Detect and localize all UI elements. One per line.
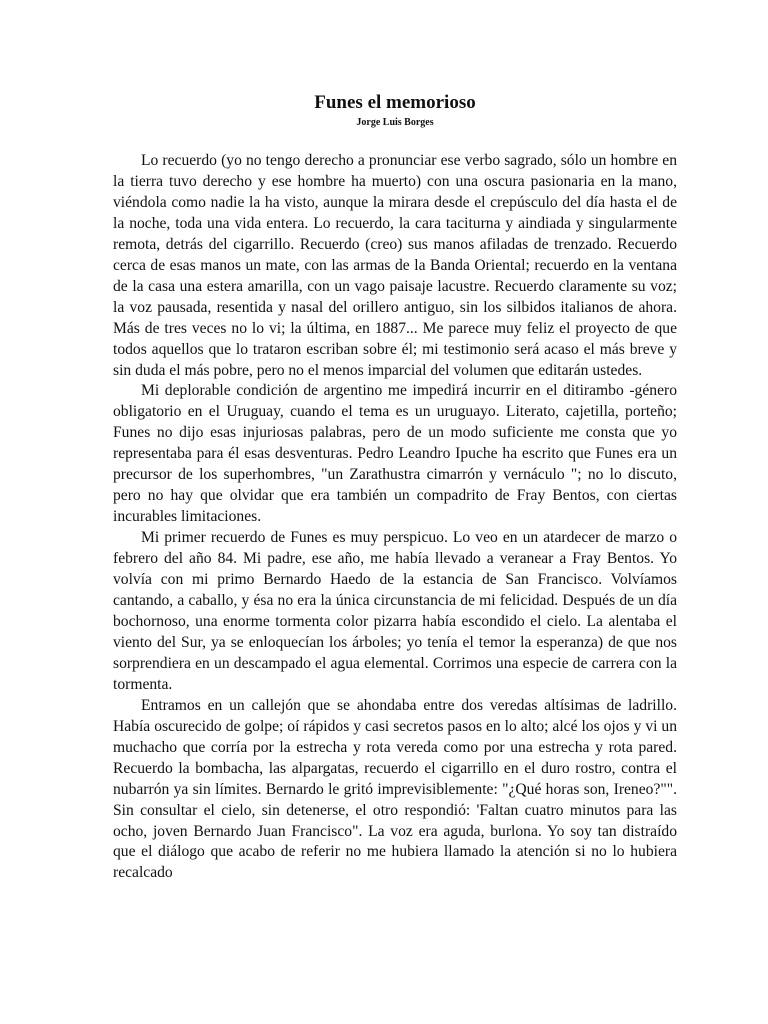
paragraph-1: Lo recuerdo (yo no tengo derecho a pronunciar ese verbo sagrado, sólo un hombre en la tierra tuvo derecho y ese hombre ha muerto) con una oscura pasionaria en la mano, viéndola como nadie la ha visto, aunque la mirara desde el crepúsculo del día hasta el de la noche, toda una vida entera. Lo recuerdo, la cara taciturna y aindiada y singularmente remota, detrás del cigarrillo. Recuerdo (creo) sus manos afiladas de trenzado. Recuerdo cerca de esas manos un mate, con las armas de la Banda Oriental; recuerdo en la ventana de la casa una estera amarilla, con un vago paisaje lacustre. Recuerdo claramente su voz; la voz pausada, resentida y nasal del orillero antiguo, sin los silbidos italianos de ahora. Más de tres veces no lo vi; la última, en 1887... Me parece muy feliz el proyecto de que todos aquellos que lo trataron escriban sobre él; mi testimonio será acaso el más breve y sin duda el más pobre, pero no el menos imparcial del volumen que editarán ustedes. xyxy=(113,152,677,379)
paragraph-4: Entramos en un callejón que se ahondaba entre dos veredas altísimas de ladrillo. Había oscurecido de golpe; oí rápidos y casi secretos pasos en lo alto; alcé los ojos y vi un muchacho que corría por la estrecha y rota vereda como por una estrecha y rota pared. Recuerdo la bombacha, las alpargatas, recuerdo el cigarrillo en el duro rostro, contra el nubarrón ya sin límites. Bernardo le gritó imprevisiblemente: "¿Qué horas son, Ireneo?"". Sin consultar el cielo, sin detenerse, el otro respondió: 'Faltan cuatro minutos para las ocho, joven Bernardo Juan Francisco". La voz era aguda, burlona. Yo soy tan distraído que el diálogo que acabo de referir no me hubiera llamado la atención si no lo hubiera recalcado xyxy=(113,696,677,882)
paragraph-2: Mi deplorable condición de argentino me impedirá incurrir en el ditirambo -género obligatorio en el Uruguay, cuando el tema es un uruguayo. Literato, cajetilla, porteño; Funes no dijo esas injuriosas palabras, pero de un modo suficiente me consta que yo representaba para él esas desventuras. Pedro Leandro Ipuche ha escrito que Funes era un precursor de los superhombres, "un Zarathustra cimarrón y vernáculo "; no lo discuto, pero no hay que olvidar que era también un compadrito de Fray Bentos, con ciertas incurables limitaciones. xyxy=(113,382,677,526)
document-author: Jorge Luis Borges xyxy=(356,117,434,128)
paragraph-3: Mi primer recuerdo de Funes es muy perspicuo. Lo veo en un atardecer de marzo o febrero del año 84. Mi padre, ese año, me había llevado a veranear a Fray Bentos. Yo volvía con mi primo Bernardo Haedo de la estancia de San Francisco. Volvíamos cantando, a caballo, y ésa no era la única circunstancia de mi felicidad. Después de un día bochornoso, una enorme tormenta color pizarra había escondido el cielo. La alentaba el viento del Sur, ya se enloquecían los árboles; yo tenía el temor la esperanza) de que nos sorprendiera en un descampado el agua elemental. Corrimos una especie de carrera con la tormenta. xyxy=(113,529,677,693)
document-page xyxy=(113,90,677,884)
document-title: Funes el memorioso xyxy=(314,92,476,113)
